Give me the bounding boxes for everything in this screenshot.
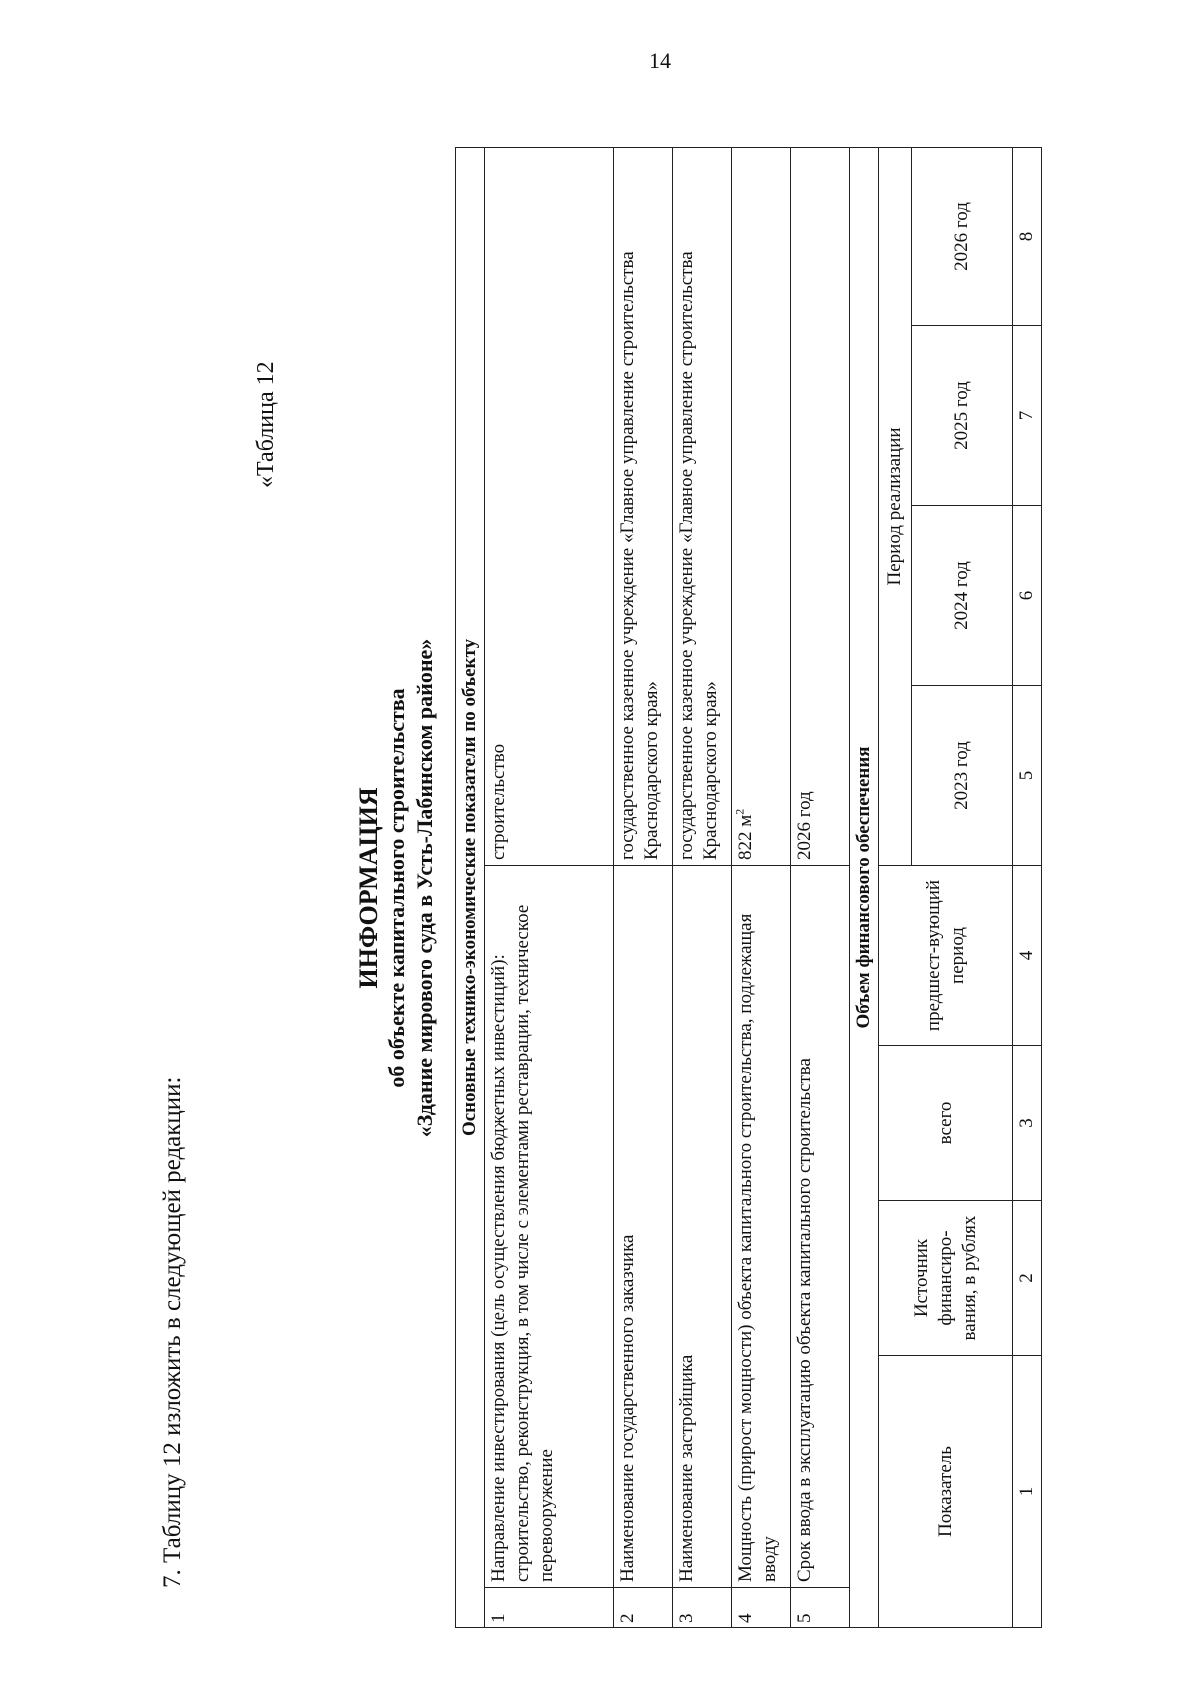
table-row xyxy=(732,147,791,1627)
table-row xyxy=(673,147,732,1627)
row-label: Наименование застройщика xyxy=(673,866,732,1588)
row-number: 3 xyxy=(673,1588,732,1628)
row-label: Наименование государственного заказчика xyxy=(614,866,673,1588)
section1-title: Основные технико-экономические показатели по объекту xyxy=(456,147,485,1627)
table-row xyxy=(485,147,614,1627)
table-reference: «Таблица 12 xyxy=(253,361,279,488)
row-value: строительство xyxy=(485,147,614,865)
column-number: 4 xyxy=(1013,866,1042,1046)
header-indicator: Показатель xyxy=(879,1356,1013,1628)
info-table xyxy=(455,147,1042,1628)
row-number: 4 xyxy=(732,1588,791,1628)
column-number: 3 xyxy=(1013,1046,1042,1201)
row-value: государственное казенное учреждение «Главное управление строительства Краснодарского края» xyxy=(614,147,673,865)
table-row xyxy=(791,147,850,1627)
column-number: 2 xyxy=(1013,1201,1042,1356)
column-number: 5 xyxy=(1013,686,1042,866)
column-number: 1 xyxy=(1013,1356,1042,1628)
column-number: 7 xyxy=(1013,326,1042,506)
header-source: Источник финансиро-вания, в рублях xyxy=(879,1201,1013,1356)
header-year: 2024 год xyxy=(912,506,1013,686)
row-value xyxy=(732,147,791,865)
header-year: 2025 год xyxy=(912,326,1013,506)
column-number: 6 xyxy=(1013,506,1042,686)
header-year: 2026 год xyxy=(912,147,1013,325)
row-label: Срок ввода в эксплуатацию объекта капитального строительства xyxy=(791,866,850,1588)
row-label: Мощность (прирост мощности) объекта капитального строительства, подлежащая вводу xyxy=(732,866,791,1588)
heading-title: ИНФОРМАЦИЯ xyxy=(354,787,383,989)
row-label: Направление инвестирования (цель осуществления бюджетных инвестиций): строительство, реконструкция, в том числе с элементами реставрации, техническое перевооружение xyxy=(485,866,614,1588)
section1-title-row xyxy=(456,147,485,1627)
row-value: 2026 год xyxy=(791,147,850,865)
column-number-row xyxy=(1013,147,1042,1627)
intro-text: 7. Таблицу 12 изложить в следующей редакции: xyxy=(159,1076,186,1588)
section2-title-row xyxy=(850,147,879,1627)
header-total: всего xyxy=(879,1046,1013,1201)
fin-header-row xyxy=(879,147,912,1627)
heading-subtitle: об объекте капитального строительства xyxy=(384,688,409,1088)
table-row xyxy=(614,147,673,1627)
row-number: 2 xyxy=(614,1588,673,1628)
rotated-page-content xyxy=(155,148,1200,1628)
header-previous-period: предшест-вующий период xyxy=(879,866,1013,1046)
row-value: государственное казенное учреждение «Главное управление строительства Краснодарского края» xyxy=(673,147,732,865)
section2-title: Объем финансового обеспечения xyxy=(850,147,879,1627)
page-number: 14 xyxy=(649,48,671,73)
header-implementation-period: Период реализации xyxy=(879,147,912,865)
row-number: 1 xyxy=(485,1588,614,1628)
header-year: 2023 год xyxy=(912,686,1013,866)
row-number: 5 xyxy=(791,1588,850,1628)
capacity-unit-exponent: 2 xyxy=(732,808,747,815)
heading-object-name: «Здание мирового суда в Усть-Лабинском районе» xyxy=(412,638,437,1138)
capacity-value: 822 м xyxy=(735,814,756,860)
column-number: 8 xyxy=(1013,147,1042,325)
document-heading xyxy=(355,148,439,1628)
